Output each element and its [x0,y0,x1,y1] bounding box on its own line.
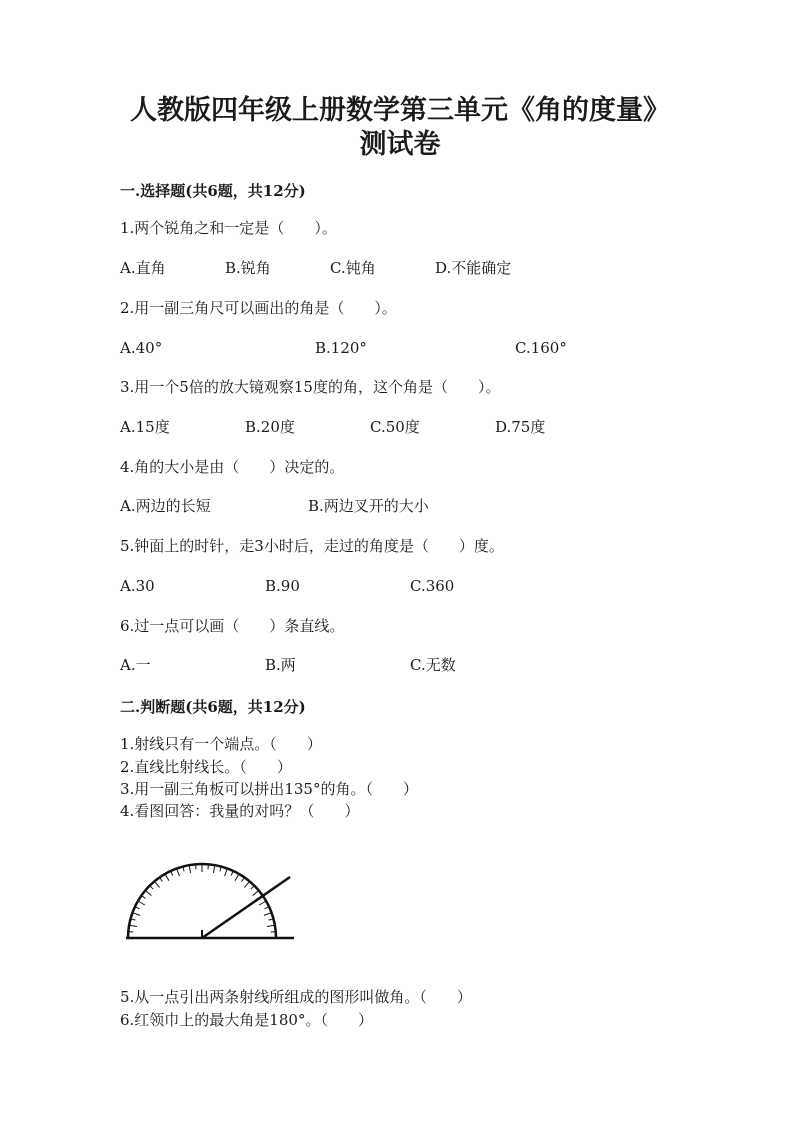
protractor-figure [116,852,306,948]
protractor-tick [165,874,169,881]
tf-item-6: 6.红领巾上的最大角是180°。（ ） [120,1011,373,1029]
tf-item-5: 5.从一点引出两条射线所组成的图形叫做角。（ ） [120,988,472,1006]
q4-option-b: B.两边叉开的大小 [308,497,429,515]
q3-option-b: B.20度 [245,418,295,436]
page-title: 人教版四年级上册数学第三单元《角的度量》测试卷 [130,95,670,160]
q6-option-c: C.无数 [410,656,456,674]
q2-option-c: C.160° [515,339,567,357]
section-heading-choice: 一.选择题(共6题，共12分) [120,182,306,200]
protractor-tick [129,925,137,926]
protractor-tick [244,881,249,887]
q3-option-a: A.15度 [120,418,170,436]
question-2: 2.用一副三角尺可以画出的角是（ ）。 [120,299,397,317]
protractor-tick [259,901,266,905]
protractor-tick [138,901,145,905]
protractor-tick [141,896,145,899]
q6-option-b: B.两 [265,656,296,674]
q1-option-c: C.钝角 [330,259,376,277]
section-heading-judgement: 二.判断题(共6题，共12分) [120,698,306,716]
q6-option-a: A.一 [120,656,151,674]
tf-item-1: 1.射线只有一个端点。（ ） [120,735,322,753]
protractor-tick [145,890,151,895]
q1-option-b: B.锐角 [225,259,271,277]
protractor-tick [189,865,190,873]
protractor-tick [267,925,275,926]
q1-option-d: D.不能确定 [435,259,512,277]
protractor-tick [225,869,228,877]
protractor-tick [154,881,159,887]
q4-option-a: A.两边的长短 [120,497,211,515]
protractor-tick [214,865,215,873]
protractor-tick [253,890,259,895]
question-6: 6.过一点可以画（ ）条直线。 [120,617,345,635]
q1-option-a: A.直角 [120,259,166,277]
question-5: 5.钟面上的时针，走3小时后，走过的角度是（ ）度。 [120,537,504,555]
q3-option-c: C.50度 [370,418,420,436]
q5-option-c: C.360 [410,577,455,595]
protractor-tick [160,877,163,881]
question-4: 4.角的大小是由（ ）决定的。 [120,458,345,476]
question-3: 3.用一个5倍的放大镜观察15度的角，这个角是（ ）。 [120,378,501,396]
protractor-tick [251,886,255,890]
q3-option-d: D.75度 [495,418,546,436]
protractor-tick [133,913,141,916]
tf-item-4: 4.看图回答：我量的对吗？（ ） [120,802,360,820]
protractor-tick [242,877,245,881]
tf-item-2: 2.直线比射线长。（ ） [120,758,292,776]
protractor-tick [177,869,180,877]
protractor-tick [235,874,239,881]
q2-option-b: B.120° [315,339,367,357]
protractor-tick [150,886,154,890]
q2-option-a: A.40° [120,339,163,357]
q5-option-a: A.30 [120,577,155,595]
question-1: 1.两个锐角之和一定是（ ）。 [120,219,337,237]
tf-item-3: 3.用一副三角板可以拼出135°的角。（ ） [120,780,418,798]
protractor-tick [264,913,272,916]
q5-option-b: B.90 [265,577,300,595]
